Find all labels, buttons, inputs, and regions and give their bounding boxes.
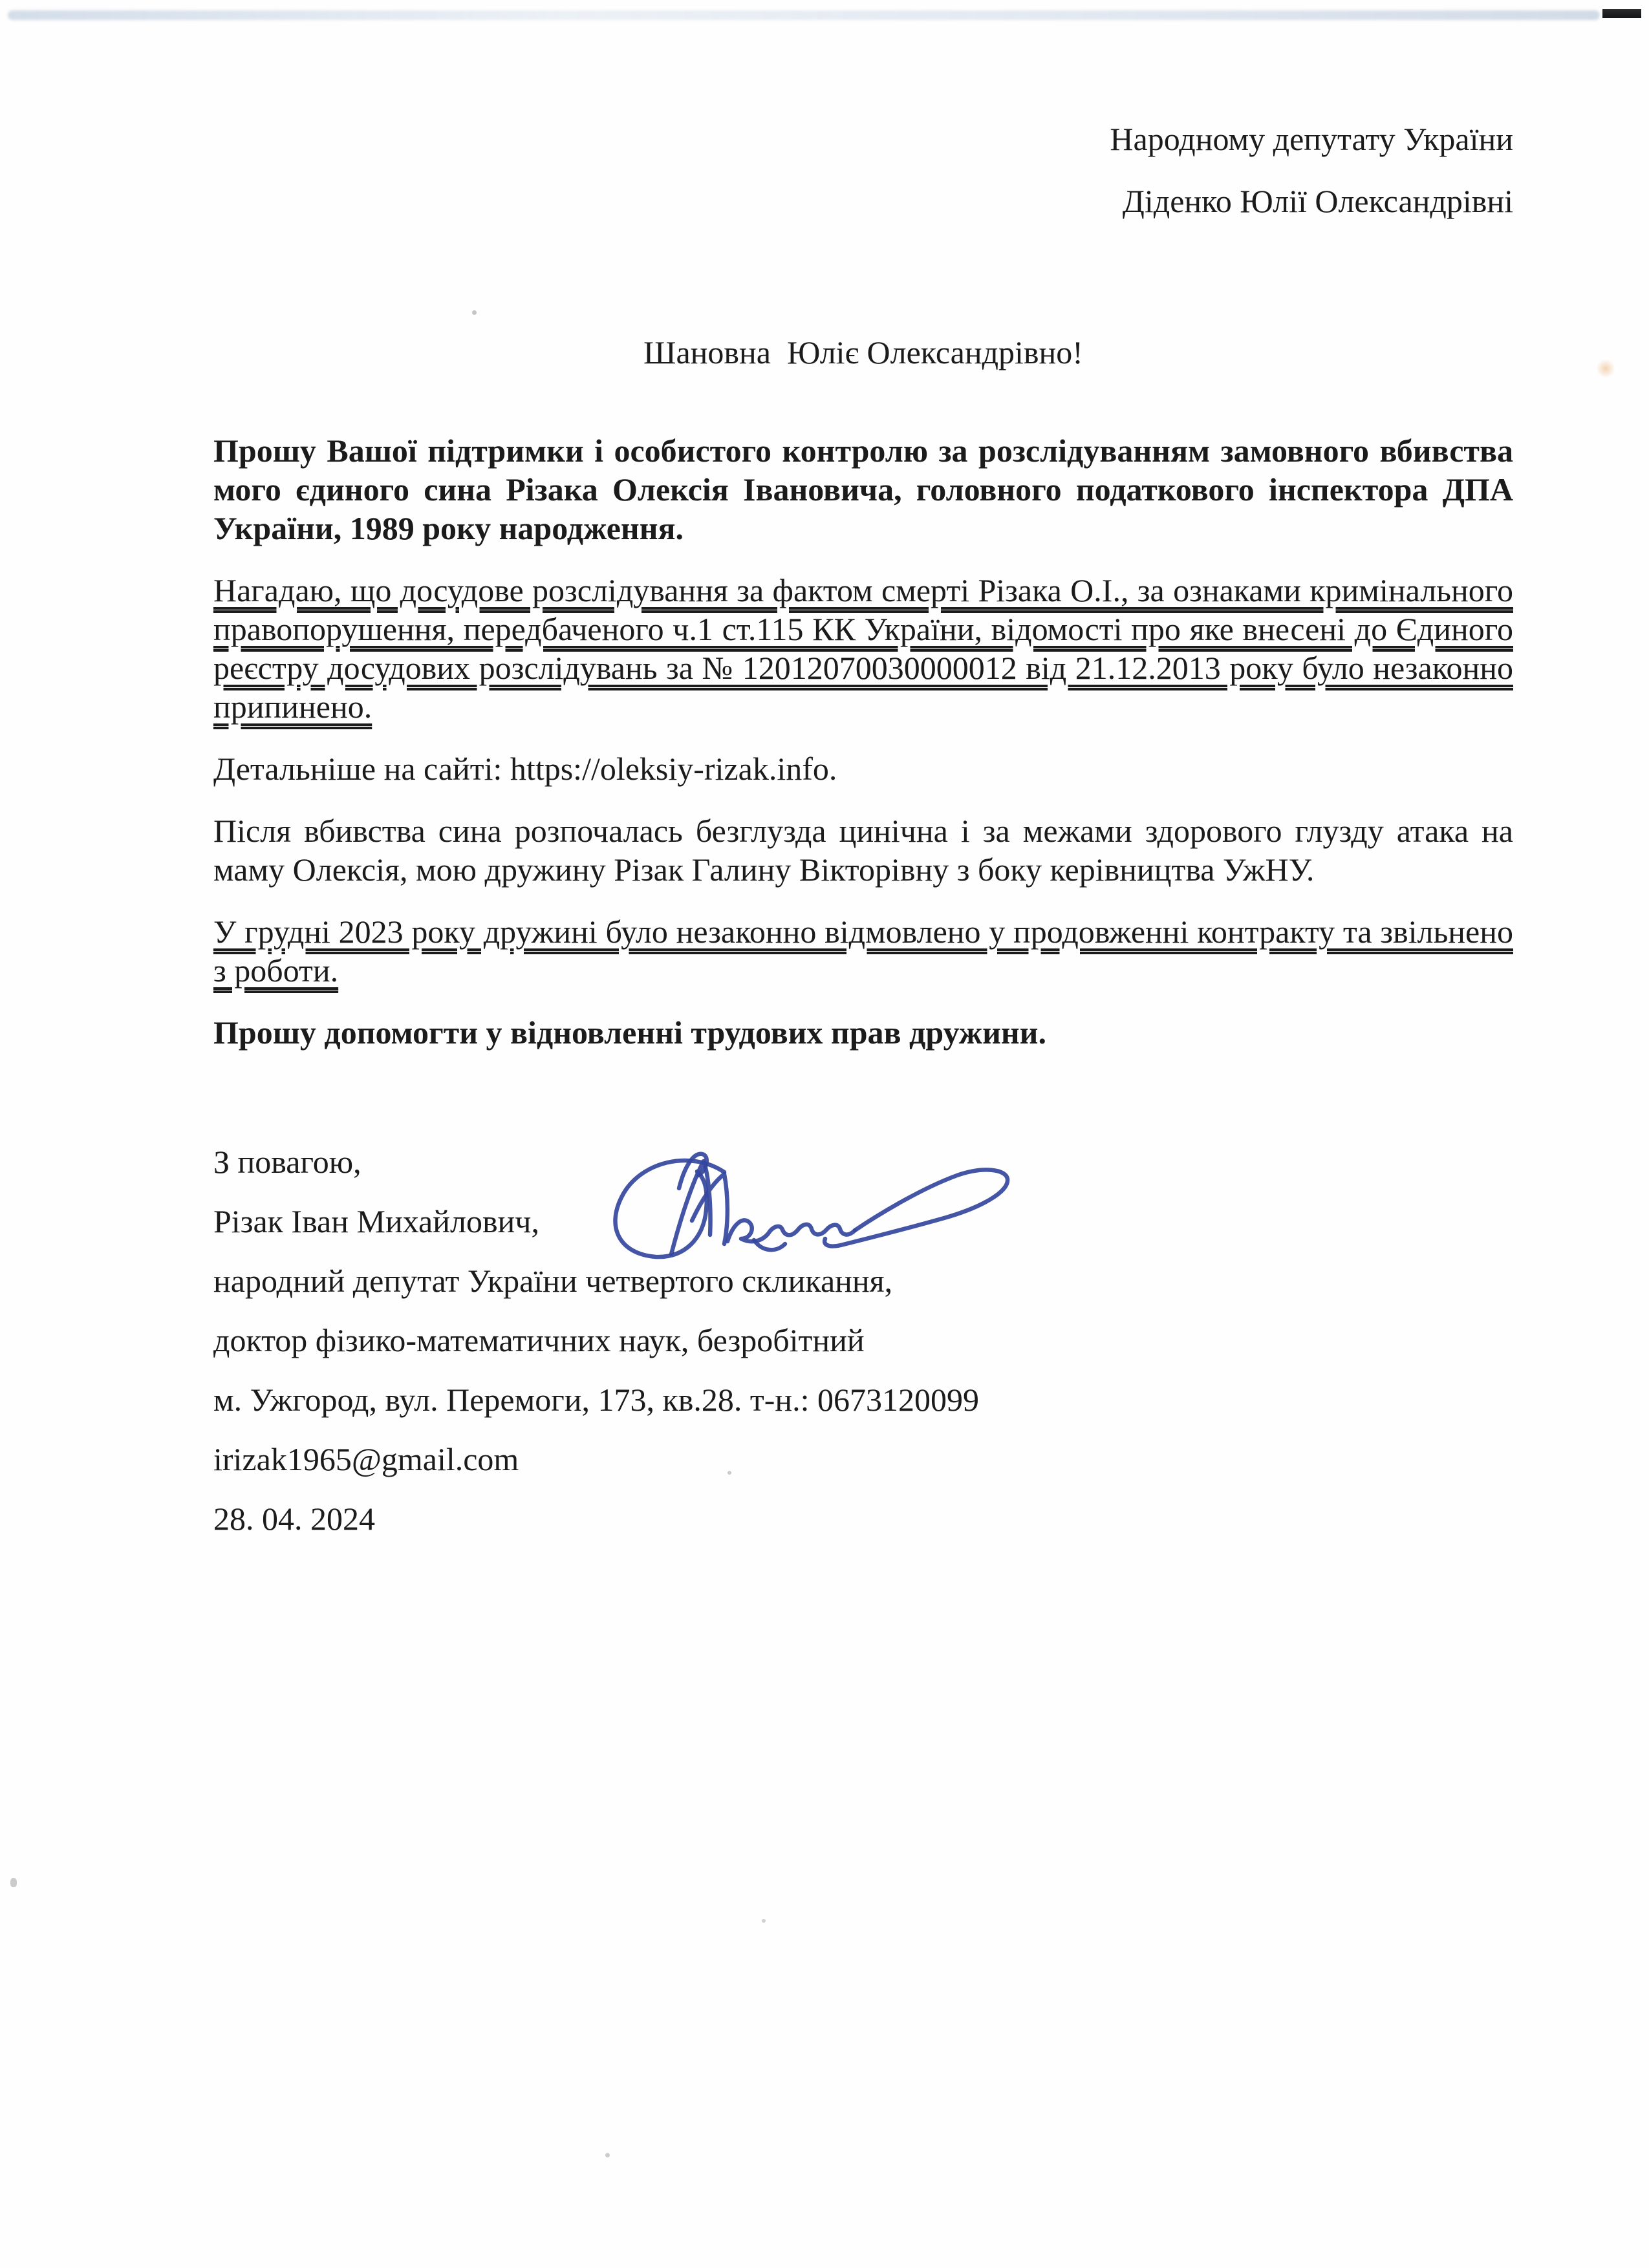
scan-speck <box>762 1919 766 1923</box>
scan-artifact-streak <box>8 10 1600 20</box>
handwritten-signature-image <box>595 1143 1022 1269</box>
scan-speck <box>605 2153 610 2157</box>
recipient-line-1: Народному депутату України <box>1110 121 1513 157</box>
signatory-title: народний депутат України четвертого скликання, <box>213 1263 893 1299</box>
paragraph-attack-on-wife: Після вбивства сина розпочалась безглузда цинічна і за межами здорового глузду атака на маму Олексія, мою дружину Різак Галину Вікторівну з боку керівництва УжНУ. <box>213 813 1513 888</box>
signatory-degree: доктор фізико-математичних наук, безробітний <box>213 1322 865 1358</box>
closing: З повагою, <box>213 1144 361 1180</box>
signatory-name: Різак Іван Михайлович, <box>213 1203 539 1239</box>
scan-speck <box>10 1878 17 1887</box>
signatory-email: irizak1965@gmail.com <box>213 1441 519 1477</box>
recipient-block <box>213 0 1513 217</box>
scan-artifact-corner-mark <box>1602 9 1641 18</box>
letter-date: 28. 04. 2024 <box>213 1501 375 1537</box>
paragraph-website-link: Детальніше на сайті: https://oleksiy-rizak.info. <box>213 751 837 787</box>
letter-body <box>213 431 1513 1052</box>
paragraph-help-request: Прошу допомогти у відновленні трудових прав дружини. <box>213 1014 1046 1051</box>
signatory-address: м. Ужгород, вул. Перемоги, 173, кв.28. т-н.: 0673120099 <box>213 1382 980 1418</box>
recipient-line-2: Діденко Юлії Олександрівні <box>1122 183 1513 219</box>
salutation: Шановна Юліє Олександрівно! <box>643 334 1083 370</box>
scan-speck <box>472 310 477 315</box>
paragraph-request-support: Прошу Вашої підтримки і особистого контролю за розслідуванням замовного вбивства мого єдиного сина Різака Олексія Івановича, головного податкового інспектора ДПА України, 1989 року народження. <box>213 433 1513 546</box>
scan-artifact-speck <box>1596 359 1615 378</box>
paragraph-contract-refusal: У грудні 2023 року дружині було незаконно відмовлено у продовженні контракту та звільнено з роботи. <box>213 914 1513 989</box>
paragraph-case-background: Нагадаю, що досудове розслідування за фактом смерті Різака О.І., за ознаками кримінального правопорушення, передбаченого ч.1 ст.115 КК України, відомості про яке внесені до Єдиного реєстру досудових розслідувань за № 12012070030000012 від 21.12.2013 року було незаконно припинено. <box>213 572 1513 725</box>
